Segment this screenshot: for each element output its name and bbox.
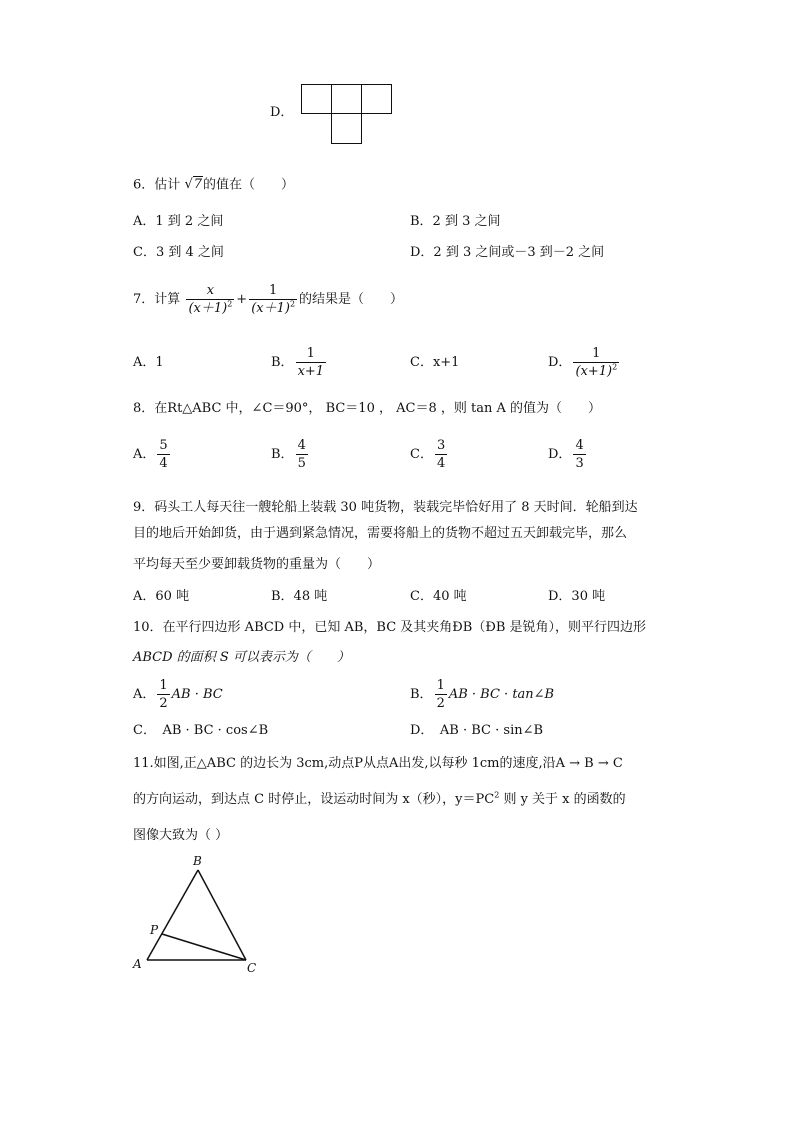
net-square-4	[332, 114, 362, 144]
q6-stem-suffix: 的值在（ ）	[203, 177, 295, 193]
q7-frac2-num: 1	[268, 283, 278, 298]
q6-option-c: C．3 到 4 之间	[133, 245, 224, 260]
q9-line-2: 目的地后开始卸货，由于遇到紧急情况，需要将船上的货物不超过五天卸载完毕，那么	[133, 526, 628, 541]
q10-option-c: C． AB · BC · cos∠B	[133, 723, 269, 738]
label-a: A	[133, 957, 142, 971]
q7-opt-d-num: 1	[592, 346, 601, 361]
edge-ab	[147, 870, 198, 960]
q7-stem	[133, 280, 403, 320]
q8-option-b: B． $\frac{4}{5}$	[271, 438, 306, 471]
q6-stem	[133, 177, 294, 194]
label-b: B	[193, 854, 202, 868]
q6-stem-prefix: 估计	[154, 177, 181, 193]
edge-bc	[198, 870, 246, 960]
q8-option-d: D． $\frac{4}{3}$	[548, 438, 584, 471]
q8-option-c: C． $\frac{3}{4}$	[410, 438, 446, 471]
q9-option-a: A．60 吨	[133, 589, 190, 604]
q6-radicand: 7	[193, 177, 203, 192]
q7-fraction-2	[249, 283, 297, 316]
q7-option-d: D． $\frac{1}{(x+1)^2}$	[548, 346, 618, 379]
q6-option-b: B．2 到 3 之间	[410, 214, 501, 229]
q7-plus: +	[236, 292, 248, 307]
net-square-3	[362, 85, 392, 114]
q5-option-d-label: D．	[270, 105, 294, 120]
q11-triangle-figure	[128, 852, 268, 978]
q9-option-d: D．30 吨	[548, 589, 606, 604]
q7-option-c: C．x+1	[410, 355, 460, 370]
q9-line-1: 9．码头工人每天往一艘轮船上装载 30 吨货物，装载完毕恰好用了 8 天时间．轮船到达	[133, 500, 638, 515]
q6-option-a: A．1 到 2 之间	[133, 214, 224, 229]
q10-line-2: ABCD 的面积 S 可以表示为（ ）	[133, 650, 350, 665]
q9-line-3: 平均每天至少要卸载货物的重量为（ ）	[133, 557, 381, 572]
q8-stem	[133, 401, 601, 417]
q10-option-a: A． $\frac{1}{2}$ AB · BC	[133, 678, 223, 711]
q5-net-figure	[300, 83, 394, 146]
net-square-2	[332, 85, 362, 114]
label-p: P	[150, 923, 159, 937]
q7-opt-b-num: 1	[306, 346, 315, 361]
q8-number: 8．	[133, 401, 155, 416]
label-c: C	[247, 961, 257, 975]
q7-number: 7．	[133, 292, 155, 307]
q7-frac1-den: $(x+1)^2$	[188, 299, 233, 316]
q7-frac2-den: $(x+1)^2$	[251, 299, 296, 316]
q6-sqrt: √7	[184, 177, 203, 192]
net-square-1	[302, 85, 332, 114]
q11-line-1: 11.如图,正△ABC 的边长为 3cm,动点P从点A出发,以每秒 1cm的速度,沿A → B → C	[133, 756, 623, 771]
q8-option-a: A． $\frac{5}{4}$	[133, 438, 168, 471]
q6-number: 6．	[133, 177, 155, 193]
q9-option-b: B．48 吨	[271, 589, 328, 604]
q8-stem-text: 在Rt△ABC 中，∠C＝90°， BC＝10 ， AC＝8 ，则 tan A 的值为（ ）	[154, 401, 601, 416]
q6-option-d: D．2 到 3 之间或－3 到－2 之间	[410, 245, 605, 260]
q10-option-b: B． $\frac{1}{2}$ AB · BC · tan∠B	[410, 678, 555, 711]
q7-opt-b-den: x+1	[297, 364, 325, 379]
q7-opt-d-den: $(x+1)^2$	[575, 362, 618, 379]
q10-option-d: D． AB · BC · sin∠B	[410, 723, 544, 738]
q9-option-c: C．40 吨	[410, 589, 467, 604]
q10-line-1: 10．在平行四边形 ABCD 中，已知 AB，BC 及其夹角ÐB（ÐB 是锐角），则平行四边形	[133, 620, 647, 635]
q7-stem-suffix: 的结果是（ ）	[299, 292, 404, 307]
q7-stem-prefix: 计算	[154, 292, 181, 307]
q11-line-3: 图像大致为（ ）	[133, 828, 229, 843]
q7-option-a: A．1	[133, 355, 164, 370]
q11-line-2: 的方向运动，到达点 C 时停止，设运动时间为 x（秒），$y=PC^2$ 则 y 关于 x 的函数的	[133, 790, 626, 807]
q7-frac1-num: x	[206, 283, 215, 298]
q7-option-b: B． $\frac{1}{x+1}$	[271, 346, 325, 379]
q7-fraction-1	[186, 283, 234, 316]
